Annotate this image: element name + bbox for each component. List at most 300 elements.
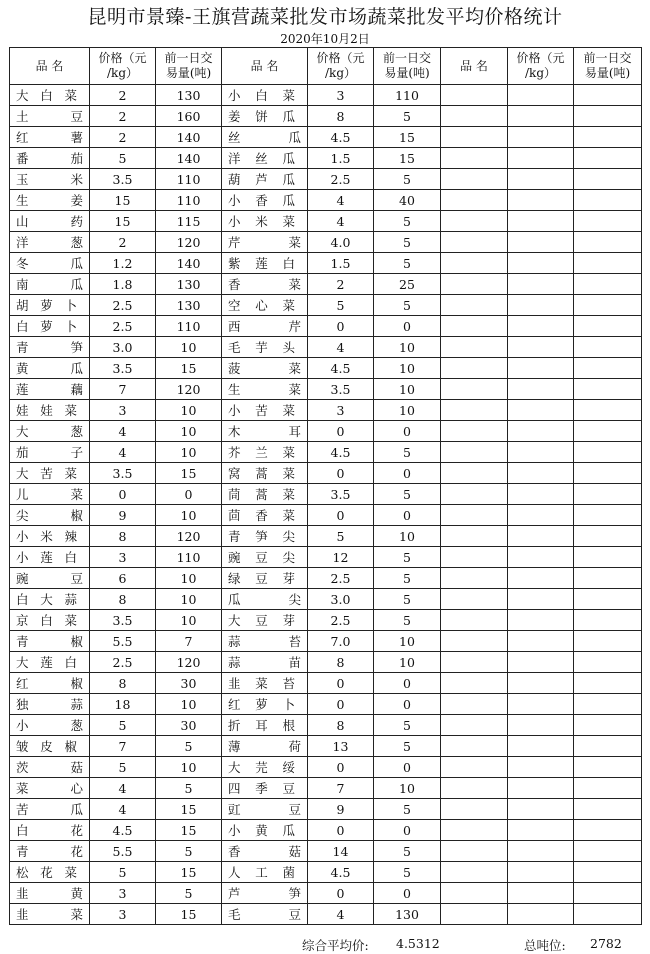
item-volume: 10 [374, 358, 441, 379]
table-row [10, 400, 642, 421]
item-name: 青椒 [10, 631, 90, 652]
item-price: 0 [308, 883, 374, 904]
item-volume: 5 [374, 295, 441, 316]
table-row [10, 694, 642, 715]
item-price: 4.5 [90, 820, 156, 841]
table-row [10, 148, 642, 169]
table-row [10, 568, 642, 589]
item-volume: 5 [374, 799, 441, 820]
item-name: 丝瓜 [222, 127, 308, 148]
item-name: 豌豆尖 [222, 547, 308, 568]
item-price: 2 [90, 232, 156, 253]
empty-price-cell [508, 526, 574, 547]
table-row [10, 127, 642, 148]
item-name: 空心菜 [222, 295, 308, 316]
empty-volume-cell [574, 148, 642, 169]
empty-price-cell [508, 400, 574, 421]
item-volume: 10 [156, 421, 222, 442]
table-row [10, 442, 642, 463]
item-volume: 120 [156, 232, 222, 253]
item-price: 4 [90, 442, 156, 463]
empty-price-cell [508, 442, 574, 463]
item-price: 3.5 [308, 379, 374, 400]
empty-price-cell [508, 358, 574, 379]
item-volume: 5 [374, 715, 441, 736]
item-name: 娃娃菜 [10, 400, 90, 421]
item-volume: 130 [156, 295, 222, 316]
item-name: 大芫绥 [222, 757, 308, 778]
empty-price-cell [508, 127, 574, 148]
empty-name-cell [441, 547, 508, 568]
empty-name-cell [441, 253, 508, 274]
item-name: 白萝卜 [10, 316, 90, 337]
empty-volume-cell [574, 358, 642, 379]
item-price: 4 [90, 778, 156, 799]
item-volume: 10 [374, 778, 441, 799]
item-price: 8 [90, 526, 156, 547]
item-price: 3 [308, 400, 374, 421]
item-price: 2 [308, 274, 374, 295]
item-price: 5 [90, 862, 156, 883]
item-price: 0 [308, 820, 374, 841]
item-volume: 0 [374, 694, 441, 715]
item-name: 小米辣 [10, 526, 90, 547]
empty-price-cell [508, 190, 574, 211]
item-name: 松花菜 [10, 862, 90, 883]
item-price: 2.5 [308, 568, 374, 589]
item-name: 人工菌 [222, 862, 308, 883]
item-volume: 5 [374, 232, 441, 253]
item-name: 茼蒿菜 [222, 484, 308, 505]
item-volume: 10 [156, 337, 222, 358]
table-row [10, 652, 642, 673]
item-price: 3 [90, 904, 156, 925]
empty-price-cell [508, 148, 574, 169]
item-volume: 30 [156, 715, 222, 736]
item-price: 0 [308, 694, 374, 715]
item-volume: 15 [374, 148, 441, 169]
header-name-3: 品 名 [441, 48, 508, 85]
item-name: 西芹 [222, 316, 308, 337]
empty-price-cell [508, 421, 574, 442]
empty-volume-cell [574, 778, 642, 799]
empty-volume-cell [574, 631, 642, 652]
item-name: 蒜苔 [222, 631, 308, 652]
table-row [10, 841, 642, 862]
item-name: 小葱 [10, 715, 90, 736]
item-volume: 7 [156, 631, 222, 652]
empty-price-cell [508, 106, 574, 127]
item-name: 小米菜 [222, 211, 308, 232]
report-date: 2020年10月2日 [280, 32, 370, 46]
item-name: 洋丝瓜 [222, 148, 308, 169]
item-volume: 15 [156, 820, 222, 841]
item-volume: 110 [156, 547, 222, 568]
item-name: 红薯 [10, 127, 90, 148]
item-volume: 120 [156, 526, 222, 547]
item-name: 青笋 [10, 337, 90, 358]
item-volume: 0 [374, 883, 441, 904]
empty-price-cell [508, 568, 574, 589]
item-volume: 0 [374, 421, 441, 442]
item-volume: 0 [374, 820, 441, 841]
item-name: 小黄瓜 [222, 820, 308, 841]
item-name: 儿菜 [10, 484, 90, 505]
item-name: 白大蒜 [10, 589, 90, 610]
item-name: 芹菜 [222, 232, 308, 253]
empty-volume-cell [574, 379, 642, 400]
item-price: 3.0 [308, 589, 374, 610]
item-name: 小苦菜 [222, 400, 308, 421]
empty-price-cell [508, 694, 574, 715]
empty-volume-cell [574, 526, 642, 547]
empty-volume-cell [574, 484, 642, 505]
item-price: 2.5 [90, 295, 156, 316]
empty-name-cell [441, 85, 508, 106]
empty-volume-cell [574, 652, 642, 673]
item-price: 0 [308, 757, 374, 778]
item-volume: 5 [156, 883, 222, 904]
empty-name-cell [441, 421, 508, 442]
empty-price-cell [508, 841, 574, 862]
empty-name-cell [441, 379, 508, 400]
empty-volume-cell [574, 421, 642, 442]
empty-volume-cell [574, 694, 642, 715]
item-volume: 5 [374, 547, 441, 568]
empty-volume-cell [574, 463, 642, 484]
empty-price-cell [508, 757, 574, 778]
item-price: 3.5 [90, 610, 156, 631]
table-row [10, 316, 642, 337]
empty-price-cell [508, 295, 574, 316]
item-price: 4 [90, 421, 156, 442]
empty-price-cell [508, 379, 574, 400]
item-name: 折耳根 [222, 715, 308, 736]
item-volume: 15 [156, 463, 222, 484]
item-price: 4.0 [308, 232, 374, 253]
table-row [10, 736, 642, 757]
item-volume: 5 [374, 211, 441, 232]
empty-name-cell [441, 778, 508, 799]
item-volume: 110 [156, 169, 222, 190]
table-row [10, 463, 642, 484]
item-name: 茨菇 [10, 757, 90, 778]
item-name: 芥兰菜 [222, 442, 308, 463]
item-volume: 5 [374, 841, 441, 862]
table-row [10, 379, 642, 400]
item-name: 山药 [10, 211, 90, 232]
empty-price-cell [508, 463, 574, 484]
item-price: 4.5 [308, 862, 374, 883]
empty-price-cell [508, 337, 574, 358]
item-name: 姜饼瓜 [222, 106, 308, 127]
item-volume: 5 [156, 736, 222, 757]
item-volume: 0 [374, 673, 441, 694]
item-volume: 140 [156, 127, 222, 148]
item-price: 0 [308, 505, 374, 526]
empty-price-cell [508, 505, 574, 526]
empty-volume-cell [574, 904, 642, 925]
item-volume: 140 [156, 253, 222, 274]
empty-volume-cell [574, 610, 642, 631]
document-title: 昆明市景臻-王旗营蔬菜批发市场蔬菜批发平均价格统计 [87, 6, 563, 28]
item-price: 0 [308, 463, 374, 484]
empty-name-cell [441, 337, 508, 358]
empty-volume-cell [574, 589, 642, 610]
table-row [10, 337, 642, 358]
empty-name-cell [441, 505, 508, 526]
item-price: 5 [308, 295, 374, 316]
item-price: 0 [308, 421, 374, 442]
item-volume: 120 [156, 379, 222, 400]
empty-price-cell [508, 85, 574, 106]
item-name: 尖椒 [10, 505, 90, 526]
table-row [10, 274, 642, 295]
empty-name-cell [441, 862, 508, 883]
item-name: 大白菜 [10, 85, 90, 106]
item-price: 3.5 [90, 358, 156, 379]
table-row [10, 295, 642, 316]
item-name: 窝蒿菜 [222, 463, 308, 484]
item-price: 6 [90, 568, 156, 589]
header-price-3: 价格（元 /kg） [508, 48, 574, 85]
item-price: 0 [308, 316, 374, 337]
table-row [10, 799, 642, 820]
empty-volume-cell [574, 715, 642, 736]
item-price: 1.5 [308, 148, 374, 169]
item-price: 2.5 [90, 652, 156, 673]
item-volume: 10 [156, 442, 222, 463]
item-volume: 110 [156, 316, 222, 337]
empty-volume-cell [574, 862, 642, 883]
item-name: 豌豆 [10, 568, 90, 589]
empty-price-cell [508, 736, 574, 757]
item-price: 14 [308, 841, 374, 862]
item-volume: 5 [374, 568, 441, 589]
empty-price-cell [508, 547, 574, 568]
empty-volume-cell [574, 400, 642, 421]
item-volume: 130 [156, 274, 222, 295]
item-name: 独蒜 [10, 694, 90, 715]
item-name: 青笋尖 [222, 526, 308, 547]
header-volume-3: 前一日交 易量(吨) [574, 48, 642, 85]
item-name: 葫芦瓜 [222, 169, 308, 190]
item-price: 2.5 [308, 169, 374, 190]
average-price-label: 综合平均价: [302, 938, 369, 953]
table-row [10, 526, 642, 547]
item-price: 4 [90, 799, 156, 820]
item-price: 5 [90, 757, 156, 778]
item-price: 12 [308, 547, 374, 568]
item-volume: 0 [374, 505, 441, 526]
item-name: 黄瓜 [10, 358, 90, 379]
item-name: 韭菜 [10, 904, 90, 925]
empty-volume-cell [574, 85, 642, 106]
item-price: 2.5 [308, 610, 374, 631]
empty-volume-cell [574, 820, 642, 841]
item-name: 韭菜苔 [222, 673, 308, 694]
item-name: 土豆 [10, 106, 90, 127]
empty-name-cell [441, 904, 508, 925]
empty-name-cell [441, 106, 508, 127]
empty-name-cell [441, 484, 508, 505]
item-name: 皱皮椒 [10, 736, 90, 757]
empty-volume-cell [574, 736, 642, 757]
item-name: 京白菜 [10, 610, 90, 631]
total-tonnage-label: 总吨位: [524, 938, 566, 953]
item-volume: 10 [156, 505, 222, 526]
header-name-2: 品 名 [222, 48, 308, 85]
item-name: 红椒 [10, 673, 90, 694]
table-row [10, 715, 642, 736]
item-volume: 10 [374, 652, 441, 673]
empty-price-cell [508, 652, 574, 673]
table-row [10, 421, 642, 442]
item-name: 大莲白 [10, 652, 90, 673]
empty-name-cell [441, 526, 508, 547]
item-price: 2 [90, 106, 156, 127]
item-volume: 0 [156, 484, 222, 505]
item-volume: 5 [156, 841, 222, 862]
table-row [10, 505, 642, 526]
table-row [10, 211, 642, 232]
empty-name-cell [441, 694, 508, 715]
empty-name-cell [441, 400, 508, 421]
item-price: 15 [90, 190, 156, 211]
item-volume: 110 [374, 85, 441, 106]
item-price: 4.5 [308, 358, 374, 379]
item-volume: 10 [374, 400, 441, 421]
table-row [10, 610, 642, 631]
item-volume: 10 [156, 400, 222, 421]
table-row [10, 190, 642, 211]
item-price: 13 [308, 736, 374, 757]
item-volume: 10 [374, 379, 441, 400]
table-row [10, 883, 642, 904]
empty-name-cell [441, 883, 508, 904]
item-price: 9 [308, 799, 374, 820]
item-price: 5 [90, 148, 156, 169]
empty-volume-cell [574, 442, 642, 463]
empty-name-cell [441, 673, 508, 694]
empty-volume-cell [574, 190, 642, 211]
item-name: 蒜苗 [222, 652, 308, 673]
item-name: 南瓜 [10, 274, 90, 295]
item-price: 8 [308, 652, 374, 673]
item-price: 7.0 [308, 631, 374, 652]
item-volume: 15 [156, 904, 222, 925]
item-name: 番茄 [10, 148, 90, 169]
empty-name-cell [441, 736, 508, 757]
item-name: 菜心 [10, 778, 90, 799]
item-volume: 115 [156, 211, 222, 232]
item-volume: 0 [374, 757, 441, 778]
empty-volume-cell [574, 274, 642, 295]
header-price-2: 价格（元 /kg） [308, 48, 374, 85]
empty-volume-cell [574, 799, 642, 820]
empty-price-cell [508, 484, 574, 505]
item-volume: 5 [374, 106, 441, 127]
item-volume: 5 [374, 736, 441, 757]
item-price: 2 [90, 85, 156, 106]
empty-name-cell [441, 127, 508, 148]
empty-volume-cell [574, 673, 642, 694]
item-price: 3 [90, 883, 156, 904]
item-price: 15 [90, 211, 156, 232]
item-name: 红萝卜 [222, 694, 308, 715]
item-name: 瓜尖 [222, 589, 308, 610]
header-volume-1: 前一日交 易量(吨) [156, 48, 222, 85]
empty-volume-cell [574, 757, 642, 778]
item-price: 0 [308, 673, 374, 694]
empty-price-cell [508, 232, 574, 253]
item-price: 2 [90, 127, 156, 148]
table-row [10, 253, 642, 274]
empty-name-cell [441, 169, 508, 190]
item-volume: 10 [156, 610, 222, 631]
empty-name-cell [441, 442, 508, 463]
empty-volume-cell [574, 316, 642, 337]
item-price: 5.5 [90, 841, 156, 862]
item-price: 4.5 [308, 442, 374, 463]
item-name: 小白菜 [222, 85, 308, 106]
item-price: 4 [308, 190, 374, 211]
empty-price-cell [508, 904, 574, 925]
item-volume: 120 [156, 652, 222, 673]
empty-volume-cell [574, 568, 642, 589]
empty-volume-cell [574, 127, 642, 148]
item-price: 5 [308, 526, 374, 547]
table-header-row [10, 48, 642, 85]
empty-price-cell [508, 274, 574, 295]
item-name: 生菜 [222, 379, 308, 400]
empty-name-cell [441, 715, 508, 736]
header-volume-2: 前一日交 易量(吨) [374, 48, 441, 85]
item-volume: 10 [374, 526, 441, 547]
table-row [10, 106, 642, 127]
item-price: 9 [90, 505, 156, 526]
empty-name-cell [441, 295, 508, 316]
empty-volume-cell [574, 211, 642, 232]
empty-price-cell [508, 673, 574, 694]
item-name: 茄子 [10, 442, 90, 463]
empty-volume-cell [574, 169, 642, 190]
empty-name-cell [441, 316, 508, 337]
item-volume: 5 [374, 862, 441, 883]
empty-name-cell [441, 652, 508, 673]
item-price: 8 [308, 715, 374, 736]
item-volume: 130 [156, 85, 222, 106]
item-name: 香菇 [222, 841, 308, 862]
item-name: 冬瓜 [10, 253, 90, 274]
item-name: 大葱 [10, 421, 90, 442]
item-volume: 5 [374, 169, 441, 190]
item-price: 3 [90, 547, 156, 568]
item-volume: 10 [156, 568, 222, 589]
table-row [10, 631, 642, 652]
item-volume: 5 [374, 442, 441, 463]
item-name: 洋葱 [10, 232, 90, 253]
empty-name-cell [441, 274, 508, 295]
item-volume: 0 [374, 463, 441, 484]
table-row [10, 85, 642, 106]
empty-volume-cell [574, 253, 642, 274]
item-name: 小香瓜 [222, 190, 308, 211]
empty-name-cell [441, 190, 508, 211]
item-name: 毛芋头 [222, 337, 308, 358]
item-price: 4 [308, 211, 374, 232]
item-volume: 10 [156, 694, 222, 715]
